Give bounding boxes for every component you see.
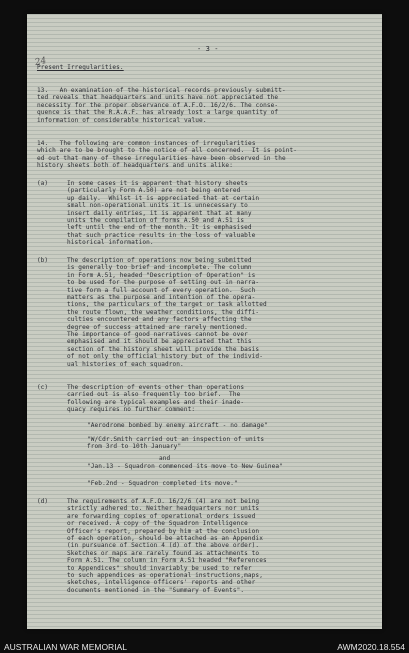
quote-example-3: "Jan.13 - Squadron commenced its move to New Guinea" (87, 463, 283, 470)
item-d-text: The requirements of A.F.O. 16/2/6 (4) are not being strictly adhered to. Neither headquarters nor units are forwarding copies of operational orders issued or received. A copy of the Squadron Intelligence Officer's report, prepared by him at the conclusion of each operation, should be attached as an Appendix (in pursuance of Section 4 (d) of the above order). Sketches or maps are rarely found as attachments to Form A.51. The column in Form A.51 headed "References to Appendices" should invariably be used to refer to such appendices as operational instructions,maps, sketches, intelligence officers' reports and other documents mentioned in the "Summary of Events". (67, 498, 267, 594)
item-d-label: (d) (37, 498, 49, 505)
item-a-text: In some cases it is apparent that history sheets (particularly Form A.50) are not being entered up daily. Whilst it is appreciated that at certain small non-operational units it is unnecessary to insert daily entries, it is apparent that at many units the compilation of forms A.50 and A.51 is left until the end of the month. It is emphasised that such practice results in the loss of valuable historical information. (67, 180, 260, 247)
pencil-annotation: 24 (34, 55, 48, 69)
item-a-label: (a) (37, 180, 49, 187)
item-c-label: (c) (37, 384, 49, 391)
item-c-text: The description of events other than operations carried out is also frequently too brief. The following are typical examples and their inade- quacy requires no further comment: (67, 384, 245, 414)
paragraph-13: 13. An examination of the historical records previously submitt- ted reveals that headquarters and units have not appreciated the necessity for the proper observance of A.F.O. 16/2/6. The conse- quence is that the R.A.A.F. has already lost a large quantity of information of considerable historical value. (37, 87, 286, 124)
section-heading: Present Irregularities. (37, 64, 124, 71)
quote-example-2: "W/Cdr.Smith carried out an inspection of units from 3rd to 10th January" (87, 436, 265, 451)
quote-example-1: "Aerodrome bombed by enemy aircraft - no damage" (87, 422, 268, 429)
quote-example-4: "Feb.2nd - Squadron completed its move." (87, 480, 238, 487)
page-number: - 3 - (197, 45, 219, 53)
footer-accession-number: AWM2020.18.554 (337, 642, 405, 652)
quote-connector: and (159, 455, 171, 462)
paragraph-14: 14. The following are common instances of irregularities which are to be brought to the notice of all concerned. It is point- ed out that many of these irregularities have been observed in the history sheets both of headquarters and units alike: (37, 140, 298, 170)
item-b-label: (b) (37, 257, 49, 264)
document-page (27, 14, 382, 629)
item-b-text: The description of operations now being submitted is generally too brief and incomplete. The column in Form A.51, headed "Description of Operation" is to be used for the purpose of setting out in narra- tive form a full account of every operation. Such matters as the purpose and intention of the opera- tions, the particulars of the target or task allotted the route flown, the weather conditions, the diffi- culties encountered and any factors affecting the degree of success attained are rarely mentioned. The importance of good narratives cannot be over emphasised and it should be appreciated that this section of the history sheet will provide the basis of not only the official history but of the individ- ual histories of each squadron. (67, 257, 267, 368)
footer-institution: AUSTRALIAN WAR MEMORIAL (4, 642, 127, 652)
